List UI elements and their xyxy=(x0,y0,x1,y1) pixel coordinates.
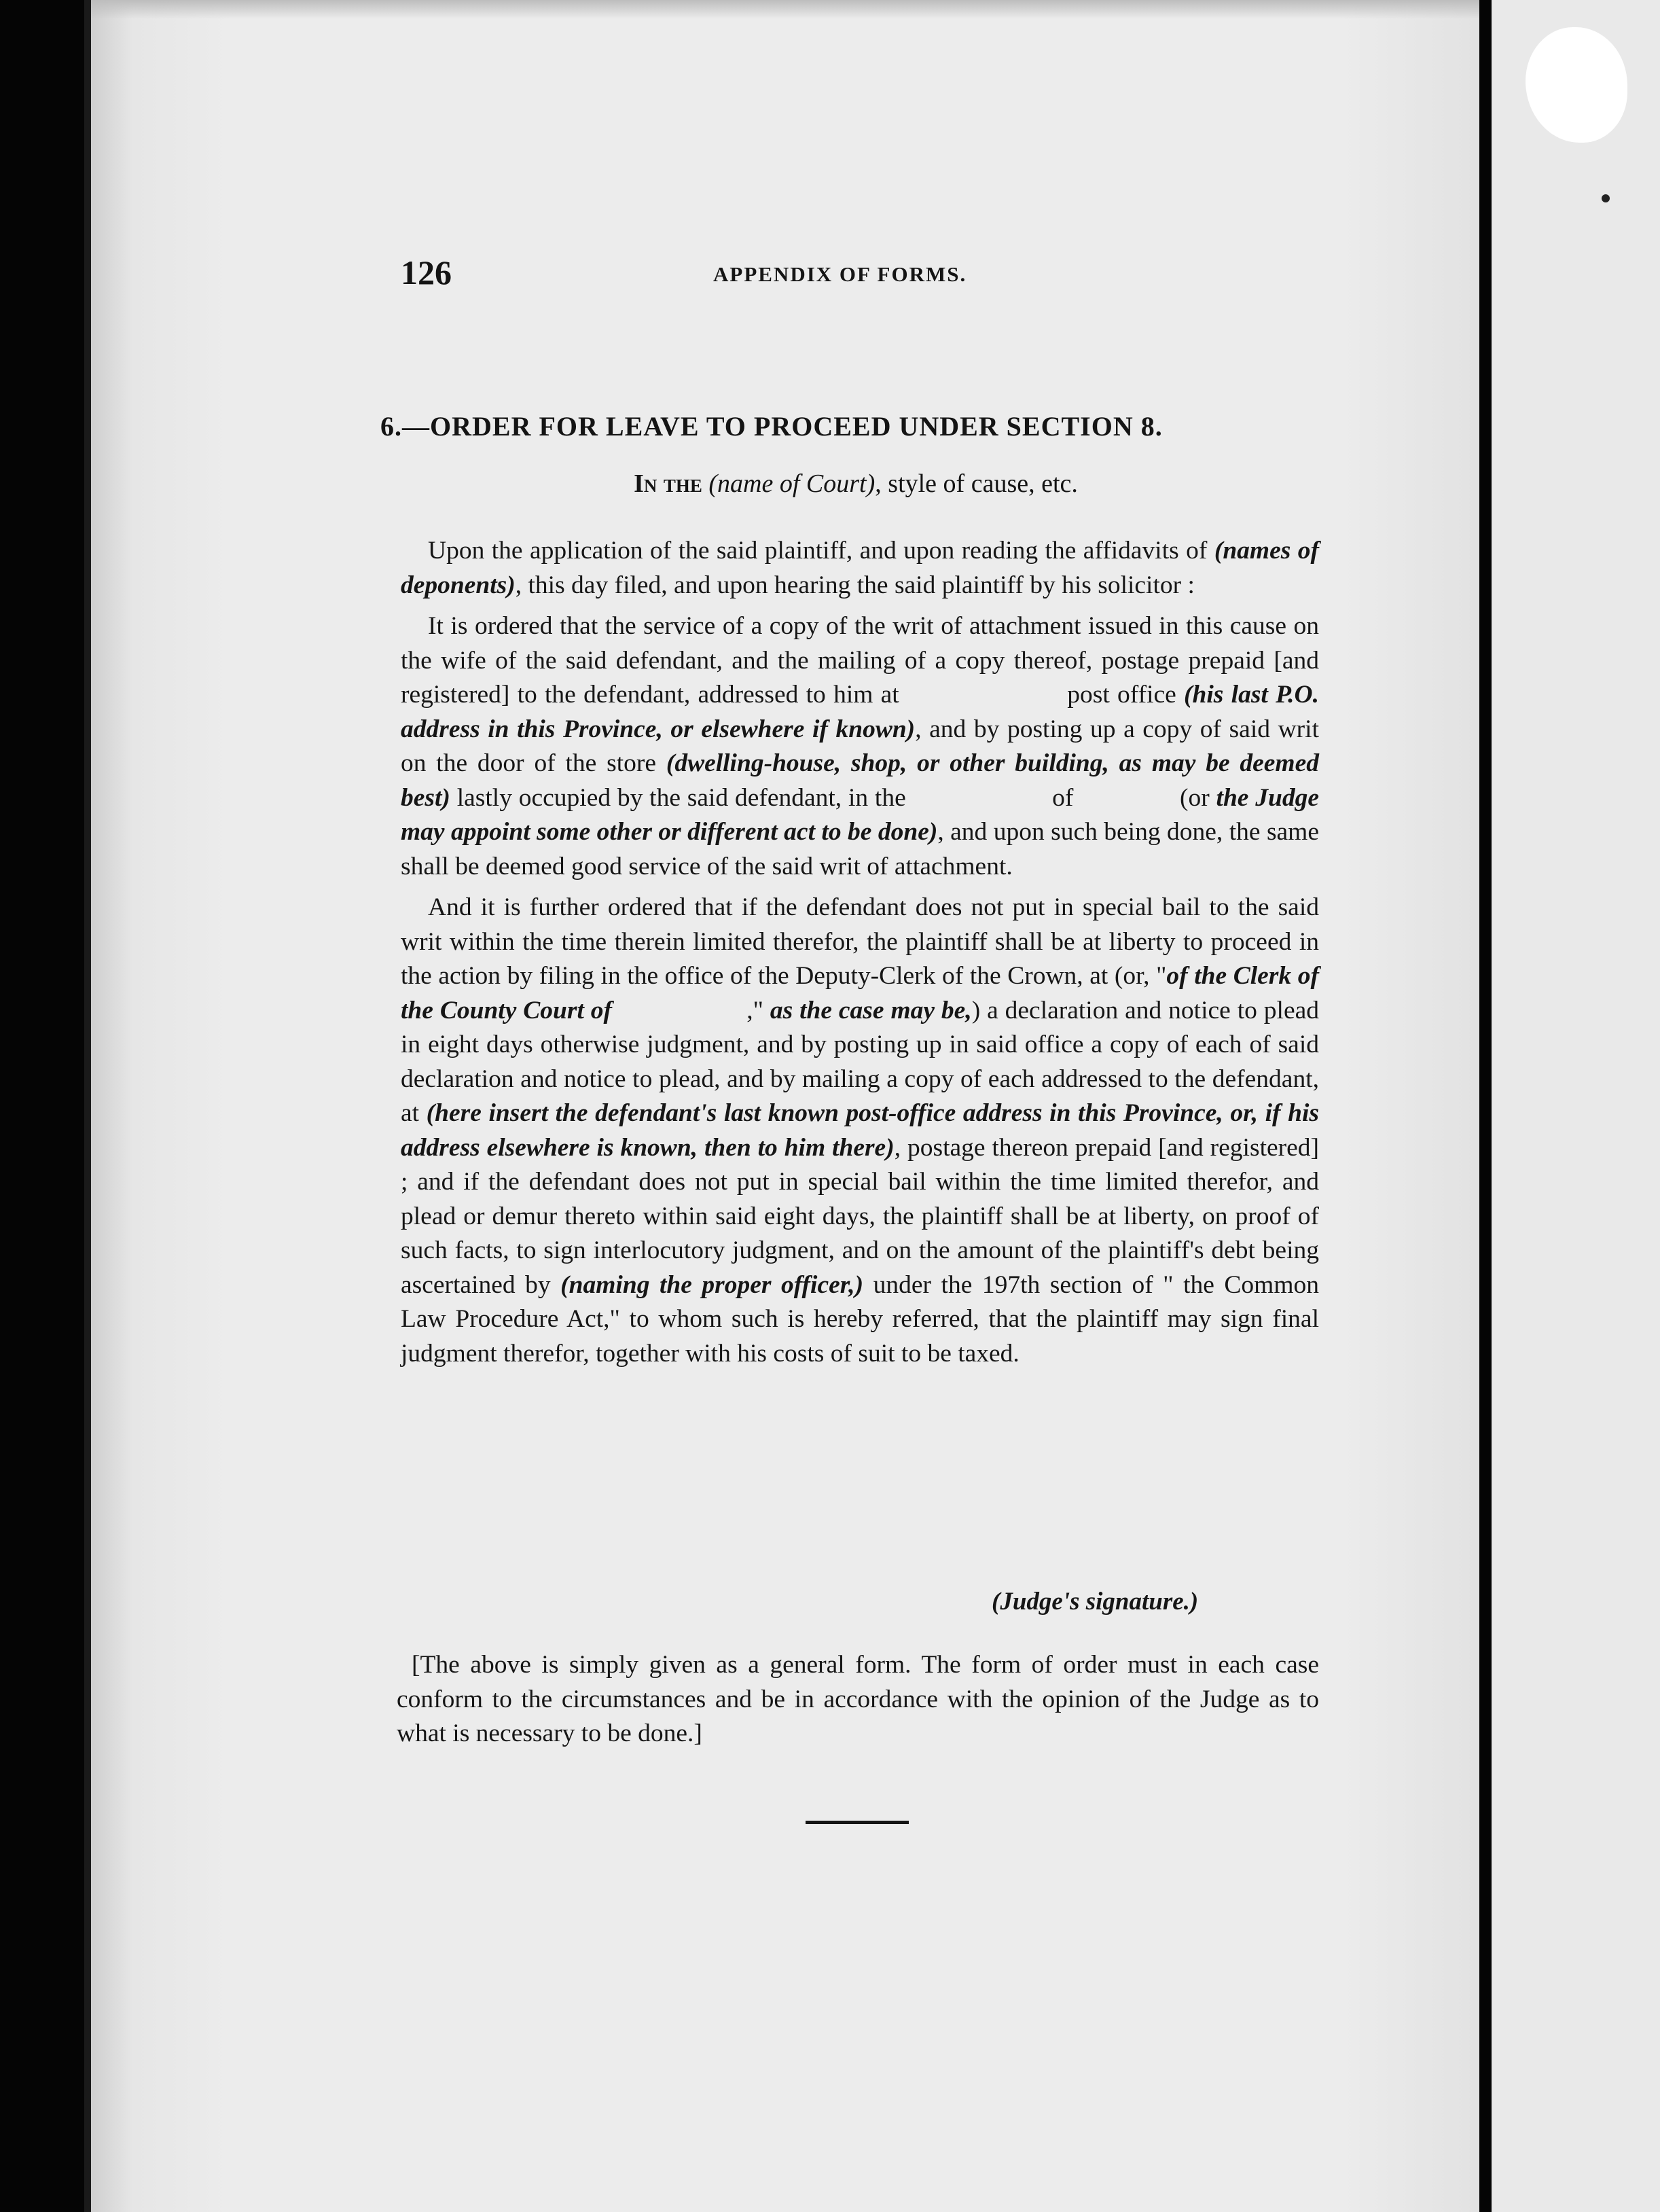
italic-run: (here insert the defendant's last known post-office address in this Province, or, if his address elsewhere is known, then to him there) xyxy=(401,1099,1326,1162)
text-run: Upon the application of the said plaintiff, and upon reading the affidavits of xyxy=(428,537,1214,565)
order-paragraph xyxy=(401,609,1326,884)
order-paragraph xyxy=(401,891,1326,1371)
text-run: ," xyxy=(612,996,770,1024)
adjacent-page-edge xyxy=(1492,0,1660,2212)
judge-signature-line: (Judge's signature.) xyxy=(992,1588,1199,1616)
text-run: , and by posting up a copy of said writ on the door of the store xyxy=(401,715,1326,777)
text-run: lastly occupied by the said defendant, in the of (or xyxy=(450,783,1216,812)
italic-run: (his last P.O. address in this Province, or elsewhere if known) xyxy=(401,681,1326,743)
ink-speck xyxy=(1602,194,1610,202)
page-number: 126 xyxy=(401,253,452,291)
text-run: And it is further ordered that if the defendant does not put in special bail to the said writ within the time therein limited therefor, the plaintiff shall be at liberty to proceed in the action by filing in the office of the Deputy-Clerk of the Crown, at (or, " xyxy=(401,893,1326,990)
italic-run: (dwelling-house, shop, or other building, as may be deemed best) xyxy=(401,749,1326,812)
court-line xyxy=(380,469,1331,499)
text-run: ) a declaration and notice to plead in eight days otherwise judgment, and by posting up in said office a copy of each of said declaration and notice to plead, and by mailing a copy of each addressed to the defendant, at xyxy=(401,996,1326,1127)
text-run: , and upon such being done, the same shall be deemed good service of the said writ of attachment. xyxy=(401,818,1326,880)
end-rule xyxy=(806,1821,909,1824)
italic-run: the Judge may appoint some other or different act to be done) xyxy=(401,783,1326,846)
court-line-prefix: In the xyxy=(634,469,702,498)
text-run: under the 197th section of " the Common Law Procedure Act," to whom such is hereby referred, that the plaintiff may sign final judgment therefor, together with his costs of suit to be taxed. xyxy=(401,1270,1326,1368)
italic-run: (names of deponents) xyxy=(401,537,1326,599)
order-paragraph xyxy=(401,534,1326,603)
editorial-note xyxy=(397,1648,1319,1751)
order-body xyxy=(401,534,1326,1378)
text-run: It is ordered that the service of a copy of the writ of attachment issued in this cause on the wife of the said defendant, and the mailing of a copy thereof, postage prepaid [and registered] to the defendant, addressed to him at post office xyxy=(401,612,1326,709)
running-head: APPENDIX OF FORMS. xyxy=(713,262,967,286)
text-run: , postage thereon prepaid [and registered] ; and if the defendant does not put in special bail within the time limited therefor, and plead or demur thereto within said eight days, the plaintiff shall be at liberty, on proof of such facts, to sign interlocutory judgment, and on the amount of the plaintiff's debt being ascertained by xyxy=(401,1133,1326,1299)
italic-run: of the Clerk of the County Court of xyxy=(401,962,1326,1024)
form-title: 6.—ORDER FOR LEAVE TO PROCEED UNDER SECTION 8. xyxy=(380,411,1163,442)
italic-run: as the case may be, xyxy=(770,996,972,1024)
page-header xyxy=(401,253,1324,300)
court-line-italic: (name of Court) xyxy=(708,469,876,498)
italic-run: (naming the proper officer,) xyxy=(560,1270,864,1299)
court-line-suffix: , style of cause, etc. xyxy=(875,469,1078,498)
text-run: , this day filed, and upon hearing the said plaintiff by his solicitor : xyxy=(515,571,1195,599)
editorial-note-text: [The above is simply given as a general form. The form of order must in each case conform to the circumstances and be in accordance with the opinion of the Judge as to what is necessary to be done.] xyxy=(397,1651,1319,1747)
